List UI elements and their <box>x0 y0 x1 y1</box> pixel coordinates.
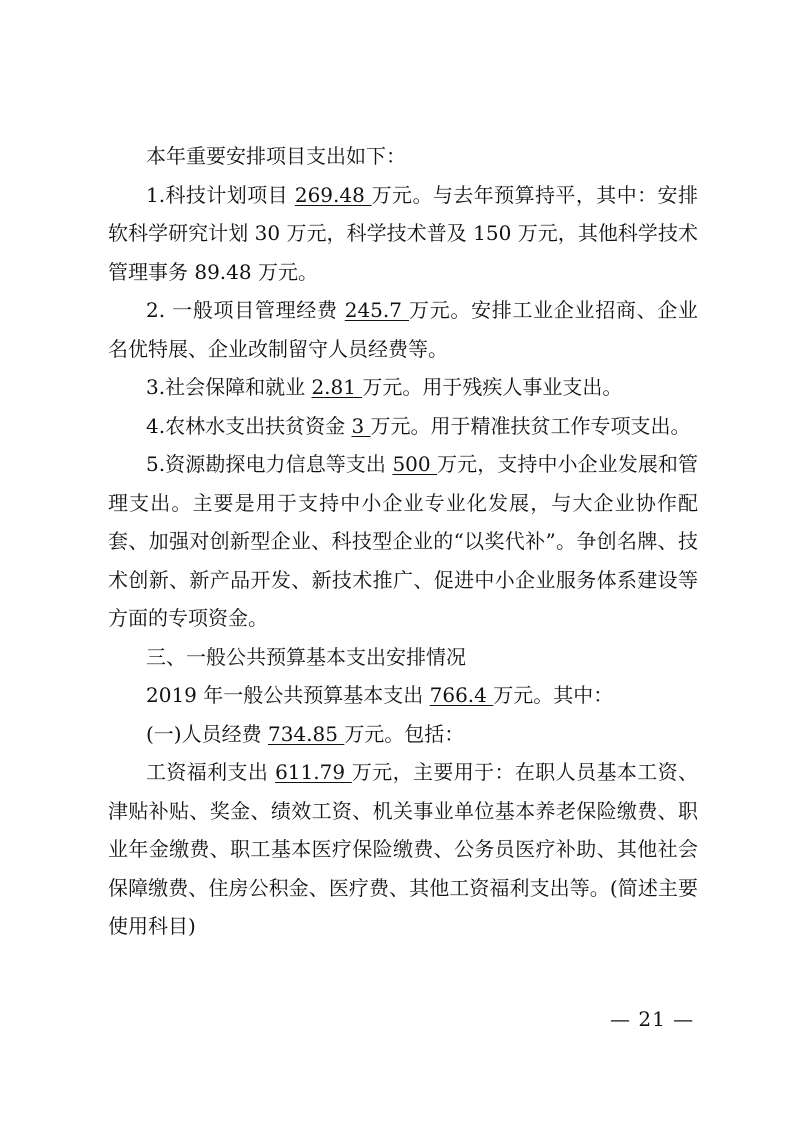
body-text <box>108 137 698 946</box>
paragraph-item-1 <box>108 176 698 292</box>
amount-value: 734.85 <box>267 721 345 746</box>
paragraph-item-2 <box>108 291 698 368</box>
amount-value: 245.7 <box>344 298 410 322</box>
page-number: — 21 — <box>610 1007 695 1031</box>
item-description: 万元。与去年预算持平，其中：安排软科学研究计划 30 万元，科学技术普及 150 万元，其他科学技术管理事务 89.48 万元。 <box>108 182 698 284</box>
paragraph-item-3 <box>108 368 698 407</box>
amount-value: 500 <box>392 452 438 476</box>
amount-value: 2.81 <box>311 375 363 399</box>
item-label: 3.社会保障和就业 <box>146 375 312 399</box>
item-description: 万元。用于残疾人事业支出。 <box>362 375 623 399</box>
paragraph-basic-expenditure <box>108 676 698 715</box>
paragraph-text: 本年重要安排项目支出如下： <box>146 144 406 168</box>
paragraph-item-5 <box>108 445 698 638</box>
amount-value: 611.79 <box>275 760 352 784</box>
item-label: (一)人员经费 <box>146 721 268 746</box>
item-label: 4.农林水支出扶贫资金 <box>146 413 352 438</box>
amount-value: 3 <box>351 413 371 438</box>
item-description: 万元，支持中小企业发展和管理支出。主要是用于支持中小企业专业化发展，与大企业协作配套、加强对创新型企业、科技型企业的“以奖代补”。争创名牌、技术创新、新产品开发、新技术推广、促进中小企业服务体系建设等方面的专项资金。 <box>108 452 698 630</box>
heading-text: 三、一般公共预算基本支出安排情况 <box>146 644 466 669</box>
item-label: 2019 年一般公共预算基本支出 <box>146 683 430 707</box>
item-description: 万元。其中： <box>493 683 614 707</box>
item-label: 1.科技计划项目 <box>146 182 295 207</box>
paragraph-intro <box>108 137 698 176</box>
section-heading <box>108 638 698 677</box>
item-label: 5.资源勘探电力信息等支出 <box>146 452 393 476</box>
item-description: 万元。用于精准扶贫工作专项支出。 <box>370 413 691 438</box>
paragraph-personnel-cost <box>108 715 698 754</box>
item-description: 万元。安排工业企业招商、企业名优特展、企业改制留守人员经费等。 <box>108 298 699 361</box>
item-description: 万元。包括： <box>344 721 465 746</box>
paragraph-item-4 <box>108 407 698 446</box>
amount-value: 269.48 <box>294 182 372 207</box>
item-label: 2. 一般项目管理经费 <box>146 298 345 322</box>
item-description: 万元，主要用于：在职人员基本工资、津贴补贴、奖金、绩效工资、机关事业单位基本养老保险缴费、职业年金缴费、职工基本医疗保险缴费、公务员医疗补助、其他社会保障缴费、住房公积金、医疗费、其他工资福利支出等。(简述主要使用科目) <box>108 760 699 938</box>
amount-value: 766.4 <box>429 683 494 707</box>
item-label: 工资福利支出 <box>146 760 276 784</box>
paragraph-salary-welfare <box>108 753 698 946</box>
